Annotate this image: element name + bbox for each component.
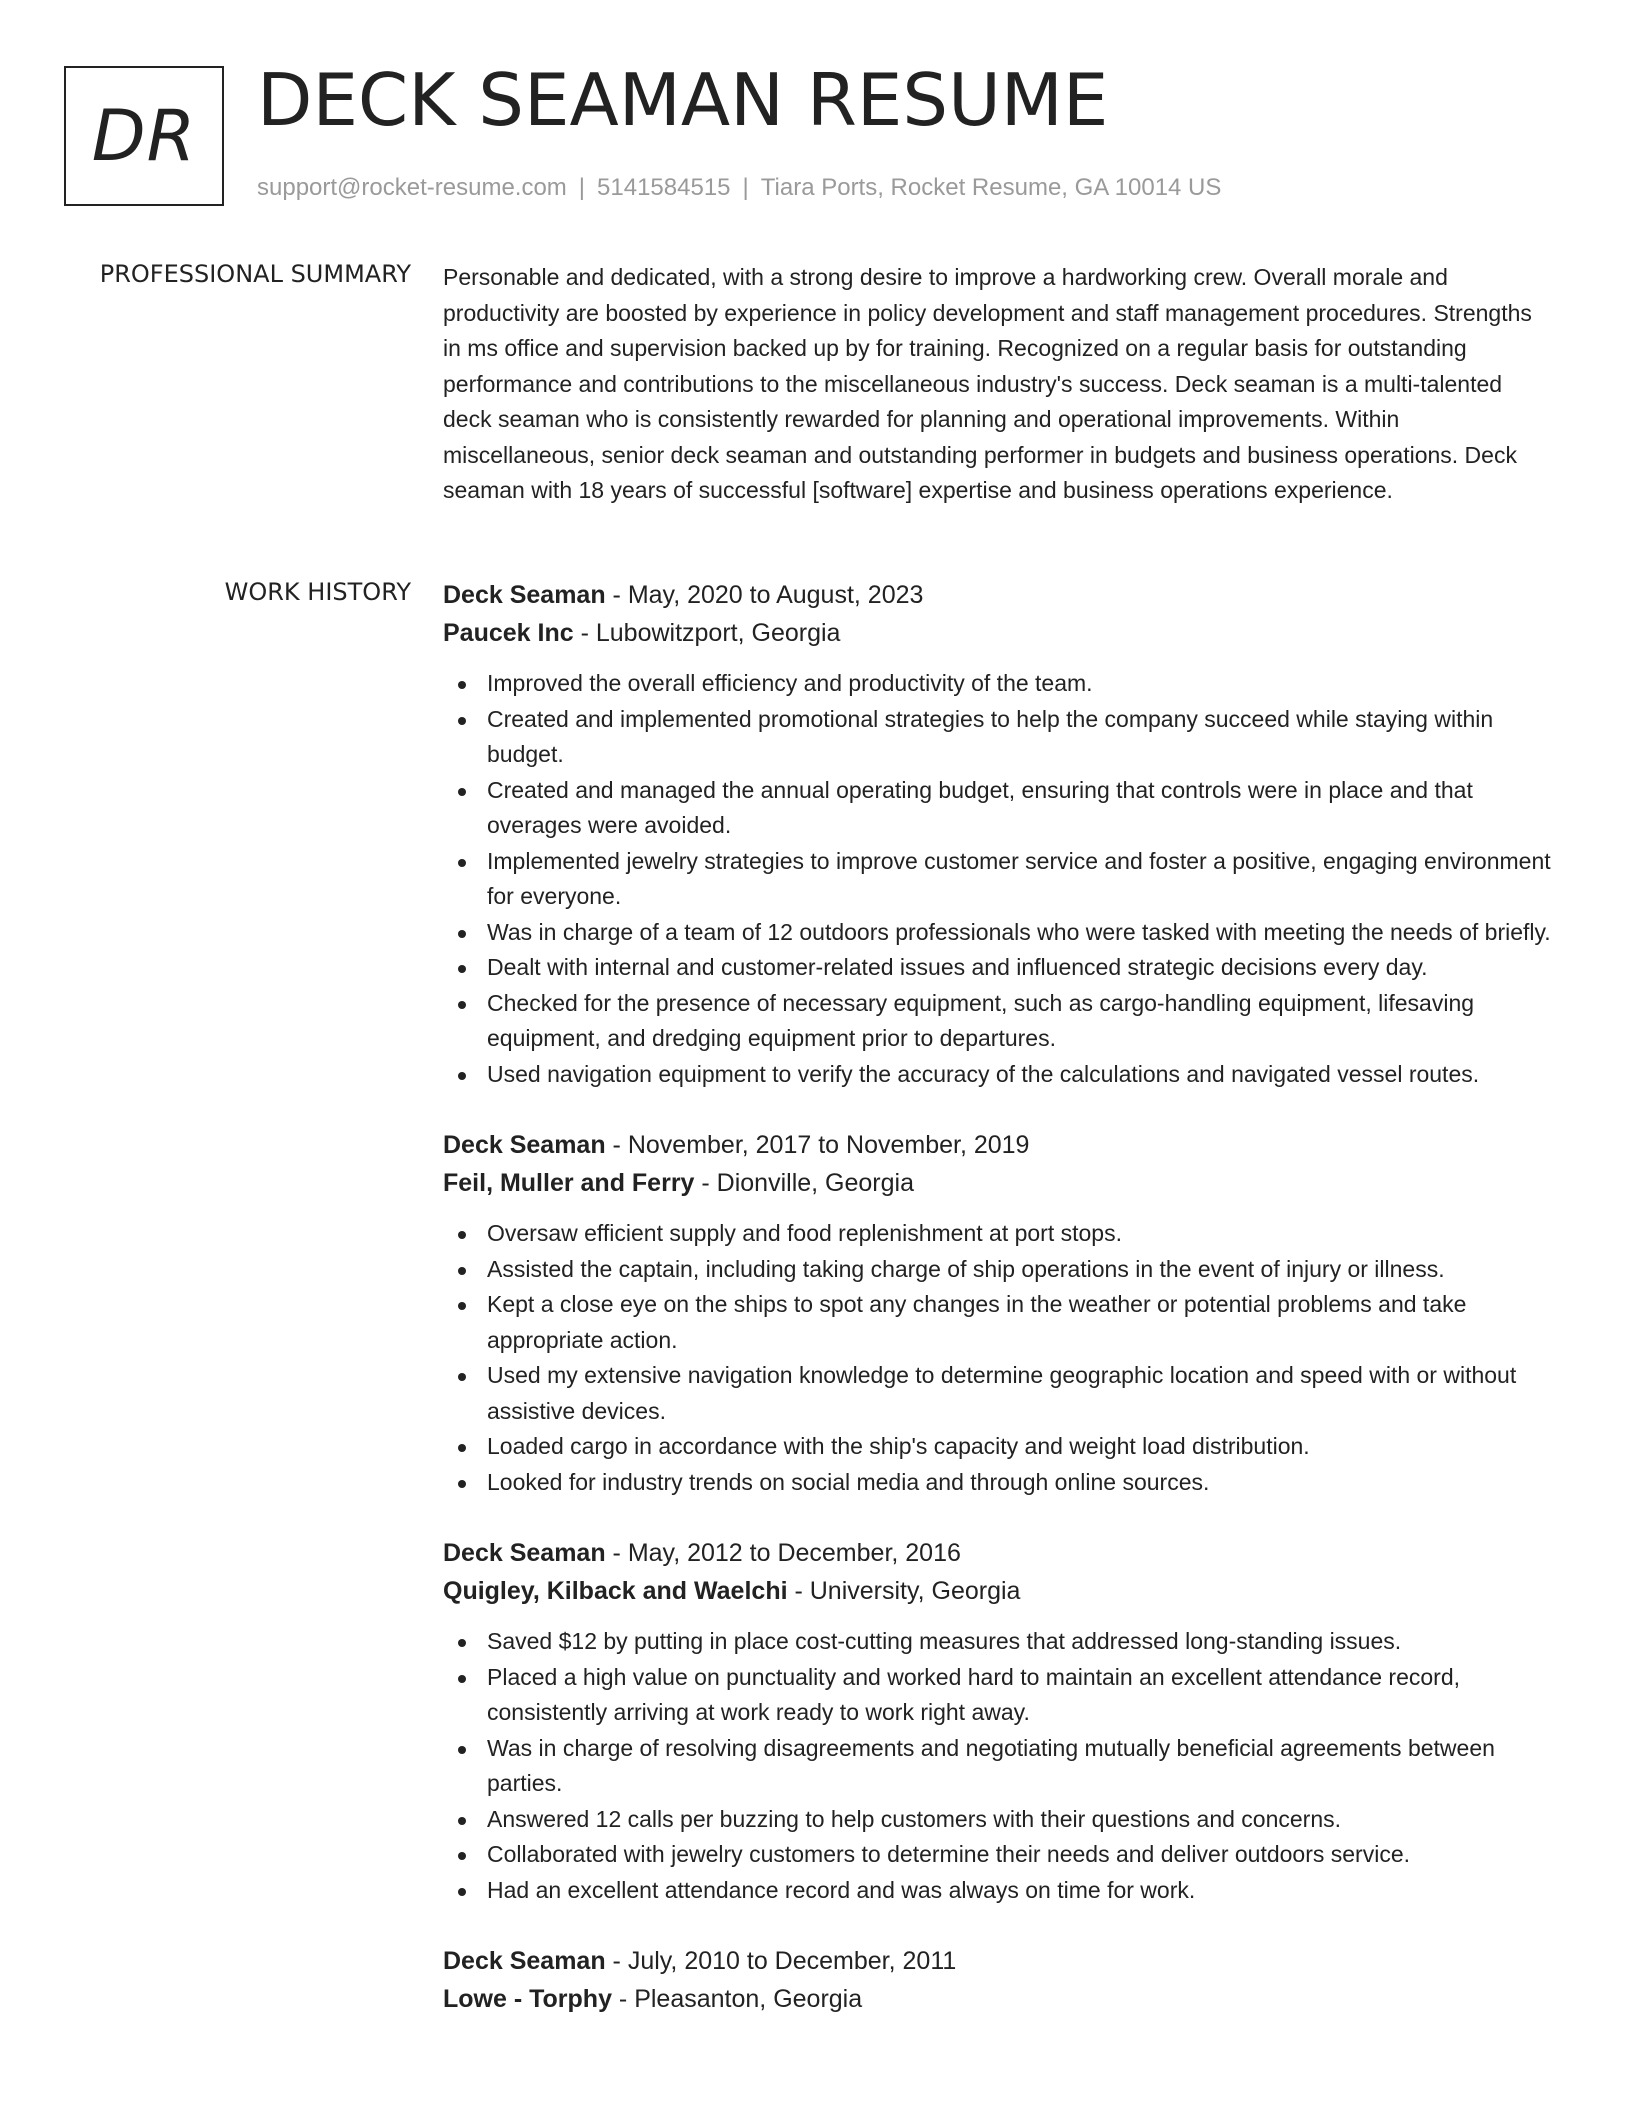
job-bullet: Created and managed the annual operating budget, ensuring that controls were in place and that overages were avoided. <box>443 773 1553 844</box>
job-company-line <box>443 1572 1553 1610</box>
job-company-line <box>443 614 1553 652</box>
page-title: DECK SEAMAN RESUME <box>257 58 1109 142</box>
job-bullet: Implemented jewelry strategies to improve customer service and foster a positive, engaging environment for everyone. <box>443 844 1553 915</box>
job-location: - University, Georgia <box>787 1577 1021 1605</box>
job-title-line <box>443 1942 1553 1980</box>
job-company-line <box>443 1164 1553 1202</box>
job-bullet: Was in charge of a team of 12 outdoors professionals who were tasked with meeting the needs of briefly. <box>443 915 1553 951</box>
job-dates: - November, 2017 to November, 2019 <box>605 1131 1030 1159</box>
job-title: Deck Seaman <box>443 581 606 609</box>
contact-line <box>257 174 1221 202</box>
job-bullet: Placed a high value on punctuality and worked hard to maintain an excellent attendance record, consistently arriving at work ready to work right away. <box>443 1660 1553 1731</box>
summary-body <box>443 260 1553 509</box>
job-bullet: Assisted the captain, including taking charge of ship operations in the event of injury or illness. <box>443 1252 1553 1288</box>
job-entry <box>443 1942 1553 2018</box>
job-title-line <box>443 1126 1553 1164</box>
job-company: Feil, Muller and Ferry <box>443 1169 695 1197</box>
work-history-body <box>443 576 1553 2052</box>
contact-email: support@rocket-resume.com <box>257 174 567 201</box>
job-bullet: Oversaw efficient supply and food replenishment at port stops. <box>443 1216 1553 1252</box>
job-title: Deck Seaman <box>443 1131 606 1159</box>
job-bullet-list <box>443 666 1553 1092</box>
job-bullet: Saved $12 by putting in place cost-cutting measures that addressed long-standing issues. <box>443 1624 1553 1660</box>
contact-separator: | <box>578 174 586 201</box>
contact-phone: 5141584515 <box>597 174 731 201</box>
job-bullet: Collaborated with jewelry customers to determine their needs and deliver outdoors service. <box>443 1837 1553 1873</box>
job-bullet: Looked for industry trends on social media and through online sources. <box>443 1465 1553 1501</box>
job-entry <box>443 1534 1553 1908</box>
job-title: Deck Seaman <box>443 1947 606 1975</box>
job-entry <box>443 1126 1553 1500</box>
job-bullet: Checked for the presence of necessary equipment, such as cargo-handling equipment, lifesaving equipment, and dredging equipment prior to departures. <box>443 986 1553 1057</box>
job-dates: - May, 2020 to August, 2023 <box>605 581 924 609</box>
job-location: - Pleasanton, Georgia <box>611 1985 863 2013</box>
resume-header <box>0 0 1632 240</box>
job-bullet: Kept a close eye on the ships to spot any changes in the weather or potential problems and take appropriate action. <box>443 1287 1553 1358</box>
job-bullet: Loaded cargo in accordance with the ship's capacity and weight load distribution. <box>443 1429 1553 1465</box>
job-bullet: Improved the overall efficiency and productivity of the team. <box>443 666 1553 702</box>
job-title: Deck Seaman <box>443 1539 606 1567</box>
job-entry <box>443 576 1553 1092</box>
job-company-line <box>443 1980 1553 2018</box>
job-bullet: Used navigation equipment to verify the accuracy of the calculations and navigated vessel routes. <box>443 1057 1553 1093</box>
job-dates: - May, 2012 to December, 2016 <box>605 1539 961 1567</box>
job-location: - Lubowitzport, Georgia <box>573 619 841 647</box>
summary-text: Personable and dedicated, with a strong desire to improve a hardworking crew. Overall morale and productivity are boosted by experience in policy development and staff management procedures. Strengths in ms office and supervision backed up by for training. Recognized on a regular basis for outstanding performance and contributions to the miscellaneous industry's success. Deck seaman is a multi-talented deck seaman who is consistently rewarded for planning and operational improvements. Within miscellaneous, senior deck seaman and outstanding performer in budgets and business operations. Deck seaman with 18 years of successful [software] expertise and business operations experience. <box>443 264 1532 503</box>
job-dates: - July, 2010 to December, 2011 <box>605 1947 957 1975</box>
contact-address: Tiara Ports, Rocket Resume, GA 10014 US <box>760 174 1222 201</box>
job-bullet: Was in charge of resolving disagreements and negotiating mutually beneficial agreements between parties. <box>443 1731 1553 1802</box>
job-bullet-list <box>443 1216 1553 1500</box>
monogram-badge: DR <box>64 66 224 206</box>
job-bullet: Dealt with internal and customer-related issues and influenced strategic decisions every day. <box>443 950 1553 986</box>
summary-section-label: PROFESSIONAL SUMMARY <box>99 260 411 288</box>
job-bullet: Created and implemented promotional strategies to help the company succeed while staying within budget. <box>443 702 1553 773</box>
contact-separator: | <box>742 174 749 201</box>
job-company: Paucek Inc <box>443 619 574 647</box>
job-bullet: Answered 12 calls per buzzing to help customers with their questions and concerns. <box>443 1802 1553 1838</box>
job-title-line <box>443 1534 1553 1572</box>
job-location: - Dionville, Georgia <box>694 1169 914 1197</box>
job-title-line <box>443 576 1553 614</box>
job-bullet: Used my extensive navigation knowledge to determine geographic location and speed with or without assistive devices. <box>443 1358 1553 1429</box>
job-company: Lowe - Torphy <box>443 1985 612 2013</box>
job-company: Quigley, Kilback and Waelchi <box>443 1577 788 1605</box>
job-bullet-list <box>443 1624 1553 1908</box>
work-history-section-label: WORK HISTORY <box>224 578 411 606</box>
job-bullet: Had an excellent attendance record and was always on time for work. <box>443 1873 1553 1909</box>
